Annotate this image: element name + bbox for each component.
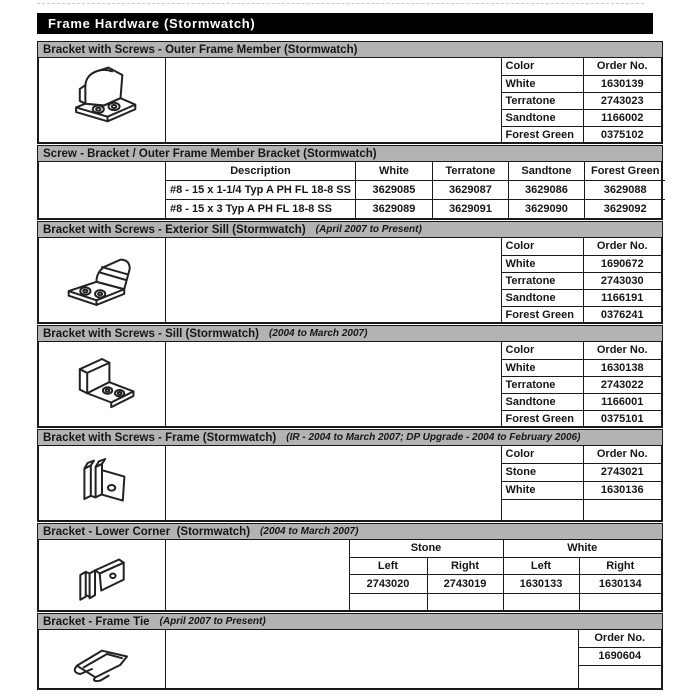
section-lower-corner: [37, 523, 663, 612]
section-body: [37, 58, 663, 144]
empty-cell: [578, 665, 661, 688]
order-number-cell: 1690672: [583, 255, 661, 272]
order-table: [578, 630, 662, 688]
corner-order-table: [349, 540, 662, 610]
empty-cell: [579, 593, 661, 610]
column-header: Terratone: [432, 162, 508, 180]
column-header: Forest Green: [584, 162, 665, 180]
spacer-cell: [166, 58, 501, 142]
section-frame: [37, 429, 663, 522]
spacer-cell: [166, 342, 501, 426]
order-number-cell: 3629091: [432, 199, 508, 218]
empty-cell: [503, 593, 579, 610]
column-header: Right: [427, 557, 503, 574]
bracket-frame-tie-icon: [57, 634, 147, 684]
section-date-range: (2004 to March 2007): [260, 526, 359, 537]
section-title: Screw - Bracket / Outer Frame Member Bracket (Stormwatch): [43, 147, 377, 160]
bracket-sill-icon: [54, 347, 150, 421]
page-title: [37, 13, 653, 34]
section-body: [37, 446, 663, 522]
section-date-range: (April 2007 to Present): [159, 616, 266, 627]
spacer-cell: [166, 238, 501, 322]
section-header: [37, 221, 663, 238]
section-date-range: (IR - 2004 to March 2007; DP Upgrade - 2004 to February 2006): [286, 432, 581, 443]
column-header: Right: [579, 557, 661, 574]
section-title: Bracket with Screws - Sill (Stormwatch): [43, 327, 260, 340]
column-header: Order No.: [583, 446, 661, 463]
section-outer-frame-member: [37, 41, 663, 144]
color-cell: Terratone: [501, 92, 583, 109]
section-header: [37, 429, 663, 446]
section-title: Bracket with Screws - Frame (Stormwatch): [43, 431, 277, 444]
order-number-cell: 3629092: [584, 199, 665, 218]
column-header: Order No.: [583, 238, 661, 255]
order-number-cell: 1630138: [583, 359, 661, 376]
order-table: [501, 446, 662, 520]
order-number-cell: 0375102: [583, 126, 661, 143]
product-image-cell: [39, 58, 166, 142]
order-number-cell: 3629086: [508, 180, 584, 199]
page-content: [37, 3, 663, 691]
column-header: Color: [501, 342, 583, 359]
section-title: Bracket with Screws - Exterior Sill (Stormwatch): [43, 223, 306, 236]
color-cell: Sandtone: [501, 109, 583, 126]
color-cell: Forest Green: [501, 306, 583, 323]
section-exterior-sill: [37, 221, 663, 324]
order-number-cell: 1630134: [579, 574, 661, 593]
column-header: Order No.: [583, 342, 661, 359]
order-number-cell: 2743030: [583, 272, 661, 289]
section-header: [37, 523, 663, 540]
order-number-cell: 0376241: [583, 306, 661, 323]
section-frame-tie: [37, 613, 663, 690]
section-header: [37, 613, 663, 630]
section-body: [37, 342, 663, 428]
section-title: Bracket - Lower Corner (Stormwatch): [43, 525, 251, 538]
order-number-cell: 1630136: [583, 481, 661, 499]
column-header: Order No.: [578, 630, 661, 647]
section-header: [37, 145, 663, 162]
product-image-cell: [39, 630, 166, 688]
color-cell: Stone: [501, 463, 583, 481]
description-cell: #8 - 15 x 1-1/4 Typ A PH FL 18-8 SS: [166, 180, 355, 199]
empty-cell: [427, 593, 503, 610]
section-date-range: (April 2007 to Present): [315, 224, 422, 235]
order-number-cell: 2743022: [583, 376, 661, 393]
order-number-cell: 1166001: [583, 393, 661, 410]
column-header: White: [355, 162, 432, 180]
color-cell: White: [501, 481, 583, 499]
group-header: White: [503, 540, 661, 557]
order-table: [501, 58, 662, 143]
bracket-lower-corner-icon: [57, 544, 147, 606]
order-number-cell: 1166191: [583, 289, 661, 306]
order-number-cell: 0375101: [583, 410, 661, 427]
section-body: [37, 162, 663, 220]
column-header: Left: [349, 557, 427, 574]
order-table: [501, 238, 662, 323]
column-header: Color: [501, 238, 583, 255]
product-image-cell: [39, 342, 166, 426]
order-number-cell: 1690604: [578, 647, 661, 665]
color-cell: Sandtone: [501, 393, 583, 410]
empty-cell: [349, 593, 427, 610]
order-number-cell: 1630133: [503, 574, 579, 593]
bracket-outer-frame-icon: [54, 63, 150, 137]
section-title: Bracket - Frame Tie: [43, 615, 150, 628]
order-number-cell: 2743020: [349, 574, 427, 593]
page-title-text: Frame Hardware (Stormwatch): [48, 16, 256, 31]
order-number-cell: 2743023: [583, 92, 661, 109]
column-header: Description: [166, 162, 355, 180]
product-image-cell: [39, 162, 166, 218]
color-cell: White: [501, 359, 583, 376]
order-number-cell: 2743021: [583, 463, 661, 481]
group-header: Stone: [349, 540, 503, 557]
section-body: [37, 630, 663, 690]
empty-cell: [583, 499, 661, 520]
section-screw-bracket: [37, 145, 663, 220]
screw-order-table: [166, 162, 665, 218]
section-sill: [37, 325, 663, 428]
product-image-cell: [39, 540, 166, 610]
color-cell: Forest Green: [501, 410, 583, 427]
spacer-cell: [166, 540, 349, 610]
column-header: Order No.: [583, 58, 661, 75]
section-date-range: (2004 to March 2007): [269, 328, 368, 339]
section-body: [37, 540, 663, 612]
description-cell: #8 - 15 x 3 Typ A PH FL 18-8 SS: [166, 199, 355, 218]
order-number-cell: 2743019: [427, 574, 503, 593]
order-number-cell: 3629089: [355, 199, 432, 218]
color-cell: White: [501, 75, 583, 92]
order-number-cell: 3629090: [508, 199, 584, 218]
product-image-cell: [39, 238, 166, 322]
order-number-cell: 3629087: [432, 180, 508, 199]
column-header: Left: [503, 557, 579, 574]
order-number-cell: 1166002: [583, 109, 661, 126]
top-divider: [37, 3, 644, 4]
order-number-cell: 3629088: [584, 180, 665, 199]
color-cell: Forest Green: [501, 126, 583, 143]
column-header: Color: [501, 446, 583, 463]
section-body: [37, 238, 663, 324]
section-header: [37, 325, 663, 342]
product-image-cell: [39, 446, 166, 520]
color-cell: Terratone: [501, 272, 583, 289]
order-number-cell: 3629085: [355, 180, 432, 199]
spacer-cell: [166, 630, 578, 688]
section-title: Bracket with Screws - Outer Frame Member (Stormwatch): [43, 43, 358, 56]
section-header: [37, 41, 663, 58]
column-header: Color: [501, 58, 583, 75]
order-number-cell: 1630139: [583, 75, 661, 92]
order-table: [501, 342, 662, 427]
spacer-cell: [166, 446, 501, 520]
color-cell: White: [501, 255, 583, 272]
color-cell: Sandtone: [501, 289, 583, 306]
bracket-frame-icon: [57, 451, 147, 515]
column-header: Sandtone: [508, 162, 584, 180]
bracket-exterior-sill-icon: [54, 243, 150, 317]
color-cell: Terratone: [501, 376, 583, 393]
empty-cell: [501, 499, 583, 520]
